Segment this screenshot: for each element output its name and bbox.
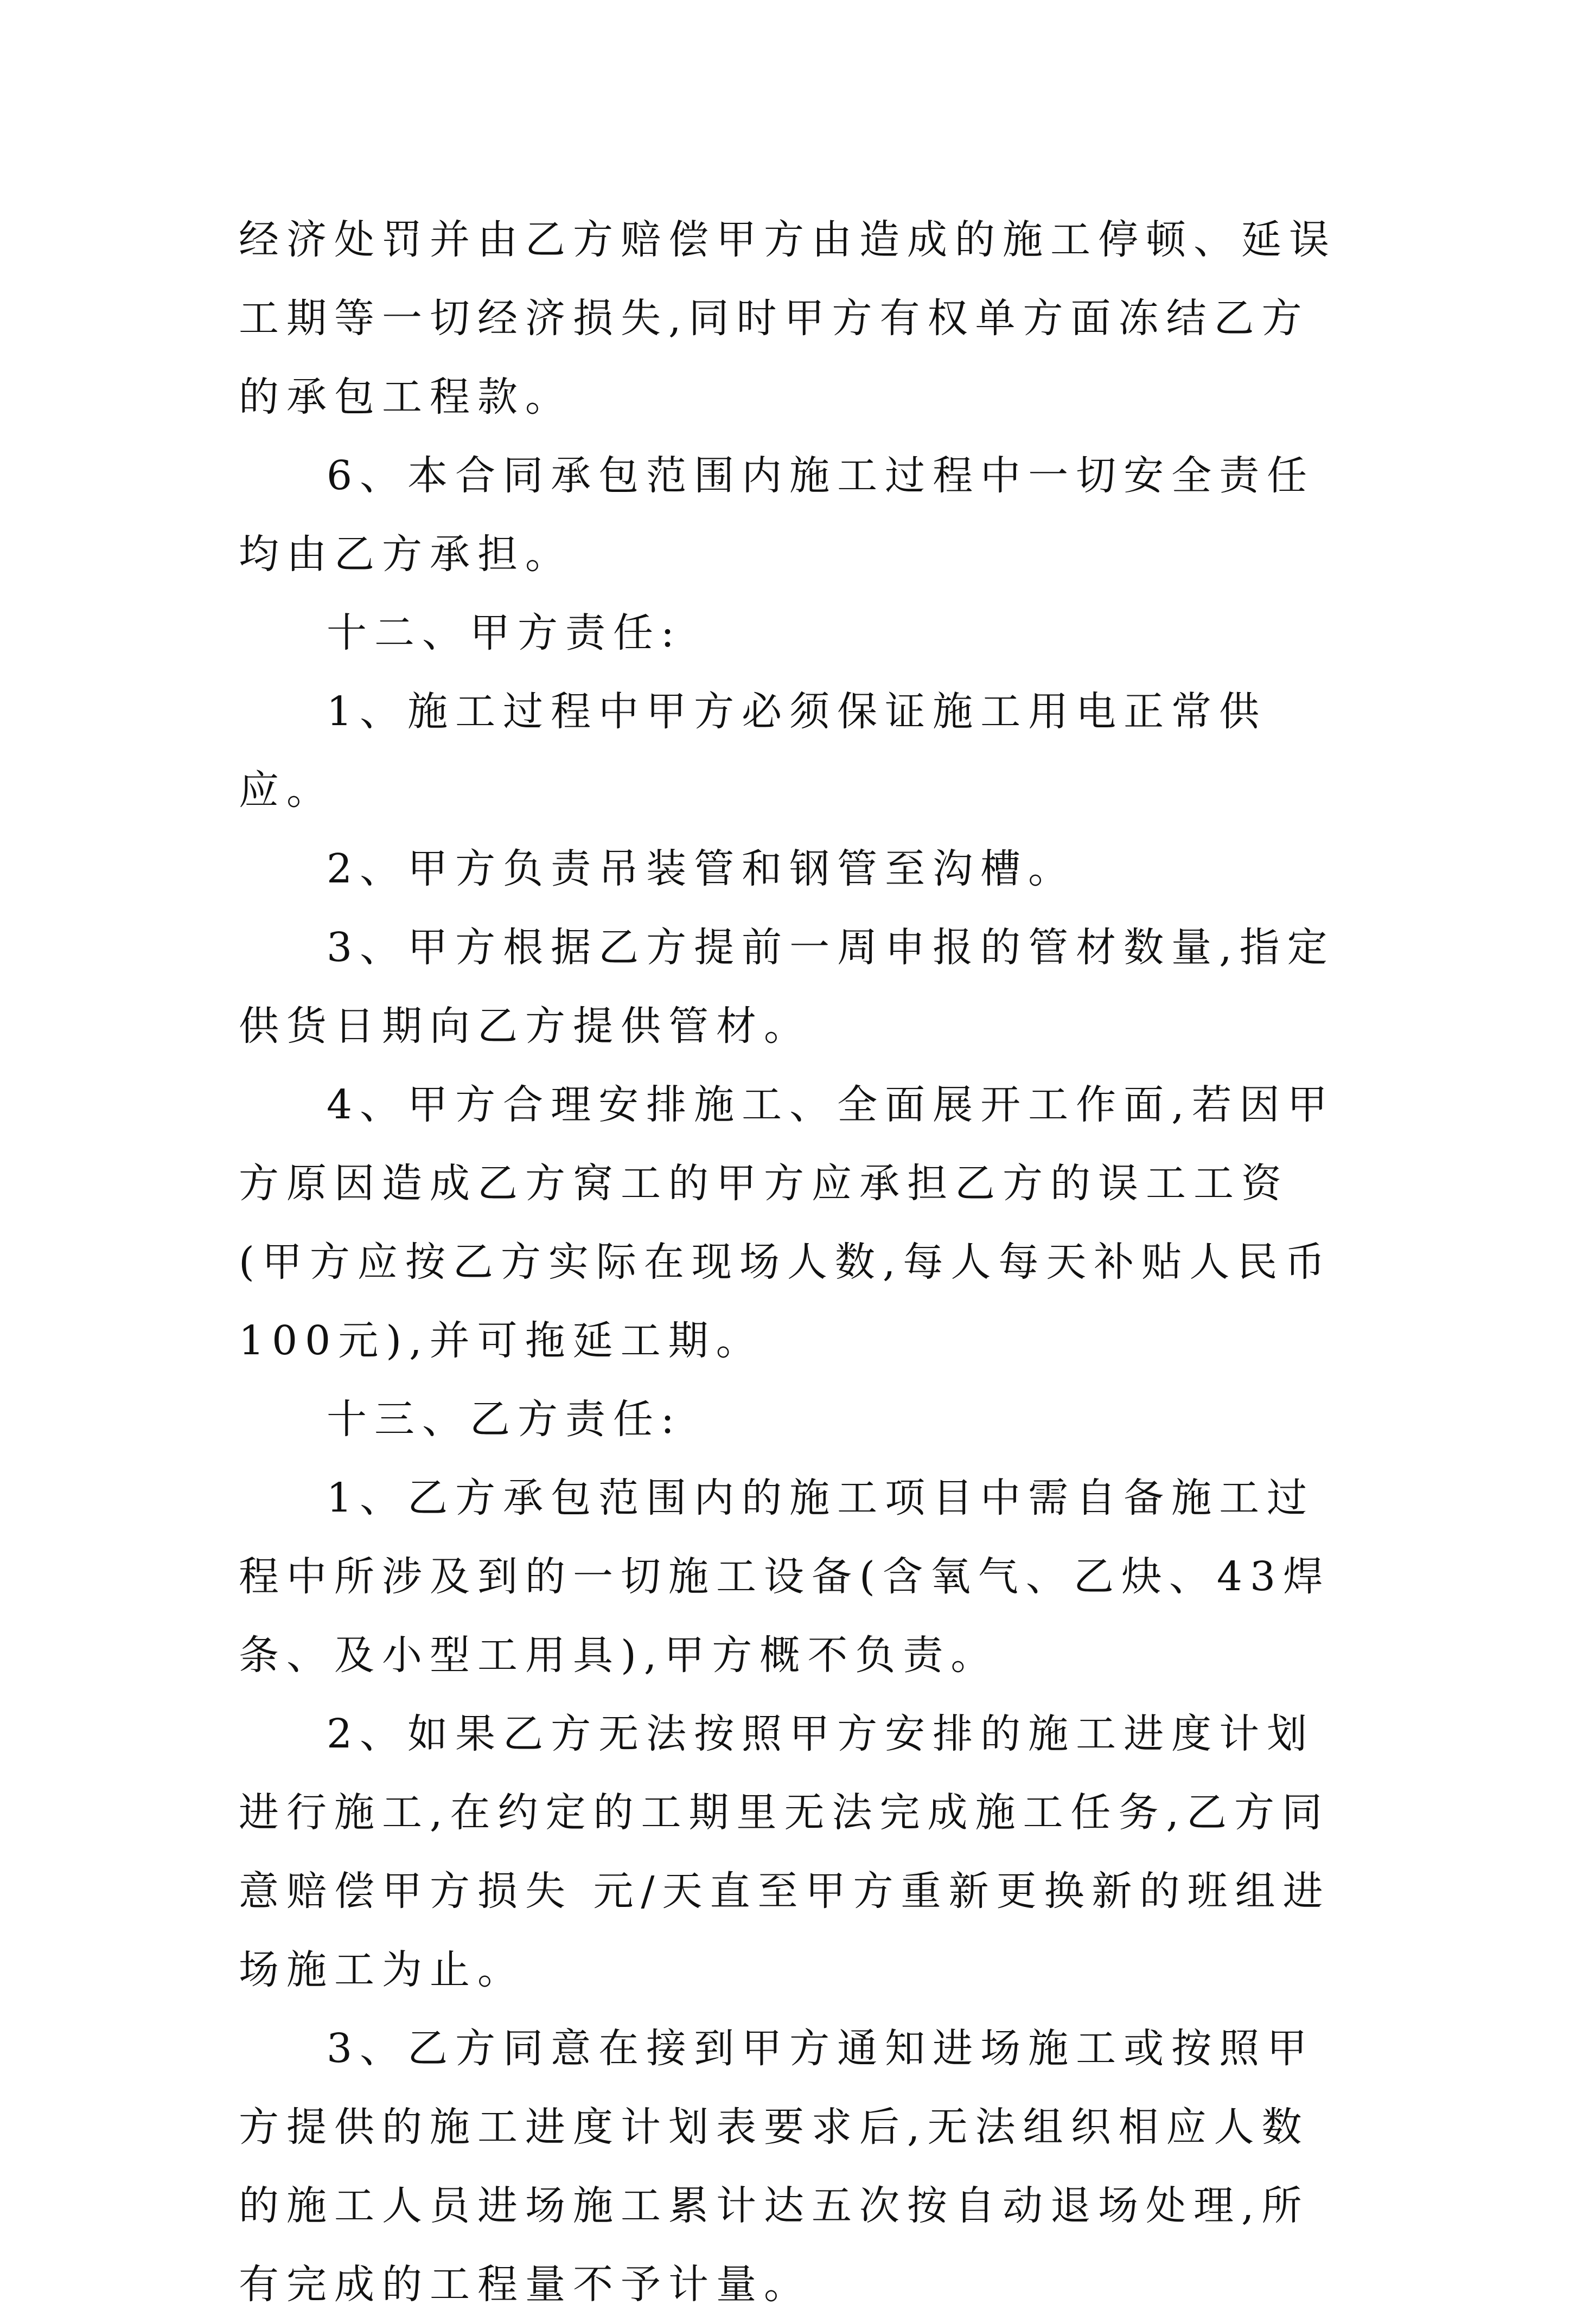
clause-12-item-2: 2、甲方负责吊装管和钢管至沟槽。 (327, 846, 1076, 892)
document-body (239, 201, 1345, 2324)
clause-12-item-3: 3、甲方根据乙方提前一周申报的管材数量,指定供货日期向乙方提供管材。 (239, 924, 1335, 1049)
clause-13-item-2: 2、如果乙方无法按照甲方安排的施工进度计划进行施工,在约定的工期里无法完成施工任务,乙方同意赔偿甲方损失 元/天直至甲方重新更换新的班组进场施工为止。 (239, 1711, 1331, 1993)
clause-12-item-1: 1、施工过程中甲方必须保证施工用电正常供应。 (239, 688, 1267, 814)
paragraph-continuation: 经济处罚并由乙方赔偿甲方由造成的施工停顿、延误工期等一切经济损失,同时甲方有权单方面冻结乙方的承包工程款。 (239, 216, 1337, 420)
clause-13-item-1: 1、乙方承包范围内的施工项目中需自备施工过程中所涉及到的一切施工设备(含氧气、乙炔、43焊条、及小型工用具),甲方概不负责。 (239, 1475, 1331, 1679)
section-heading-13: 十三、乙方责任: (327, 1396, 682, 1443)
clause-13-item-3: 3、乙方同意在接到甲方通知进场施工或按照甲方提供的施工进度计划表要求后,无法组织相应人数的施工人员进场施工累计达五次按自动退场处理,所有完成的工程量不予计量。 (239, 2025, 1315, 2308)
section-heading-12: 十二、甲方责任: (327, 610, 682, 656)
clause-12-item-4: 4、甲方合理安排施工、全面展开工作面,若因甲方原因造成乙方窝工的甲方应承担乙方的误工工资(甲方应按乙方实际在现场人数,每人每天补贴人民币100元),并可拖延工期。 (239, 1081, 1335, 1364)
clause-11-item-6: 6、本合同承包范围内施工过程中一切安全责任均由乙方承担。 (239, 452, 1315, 578)
